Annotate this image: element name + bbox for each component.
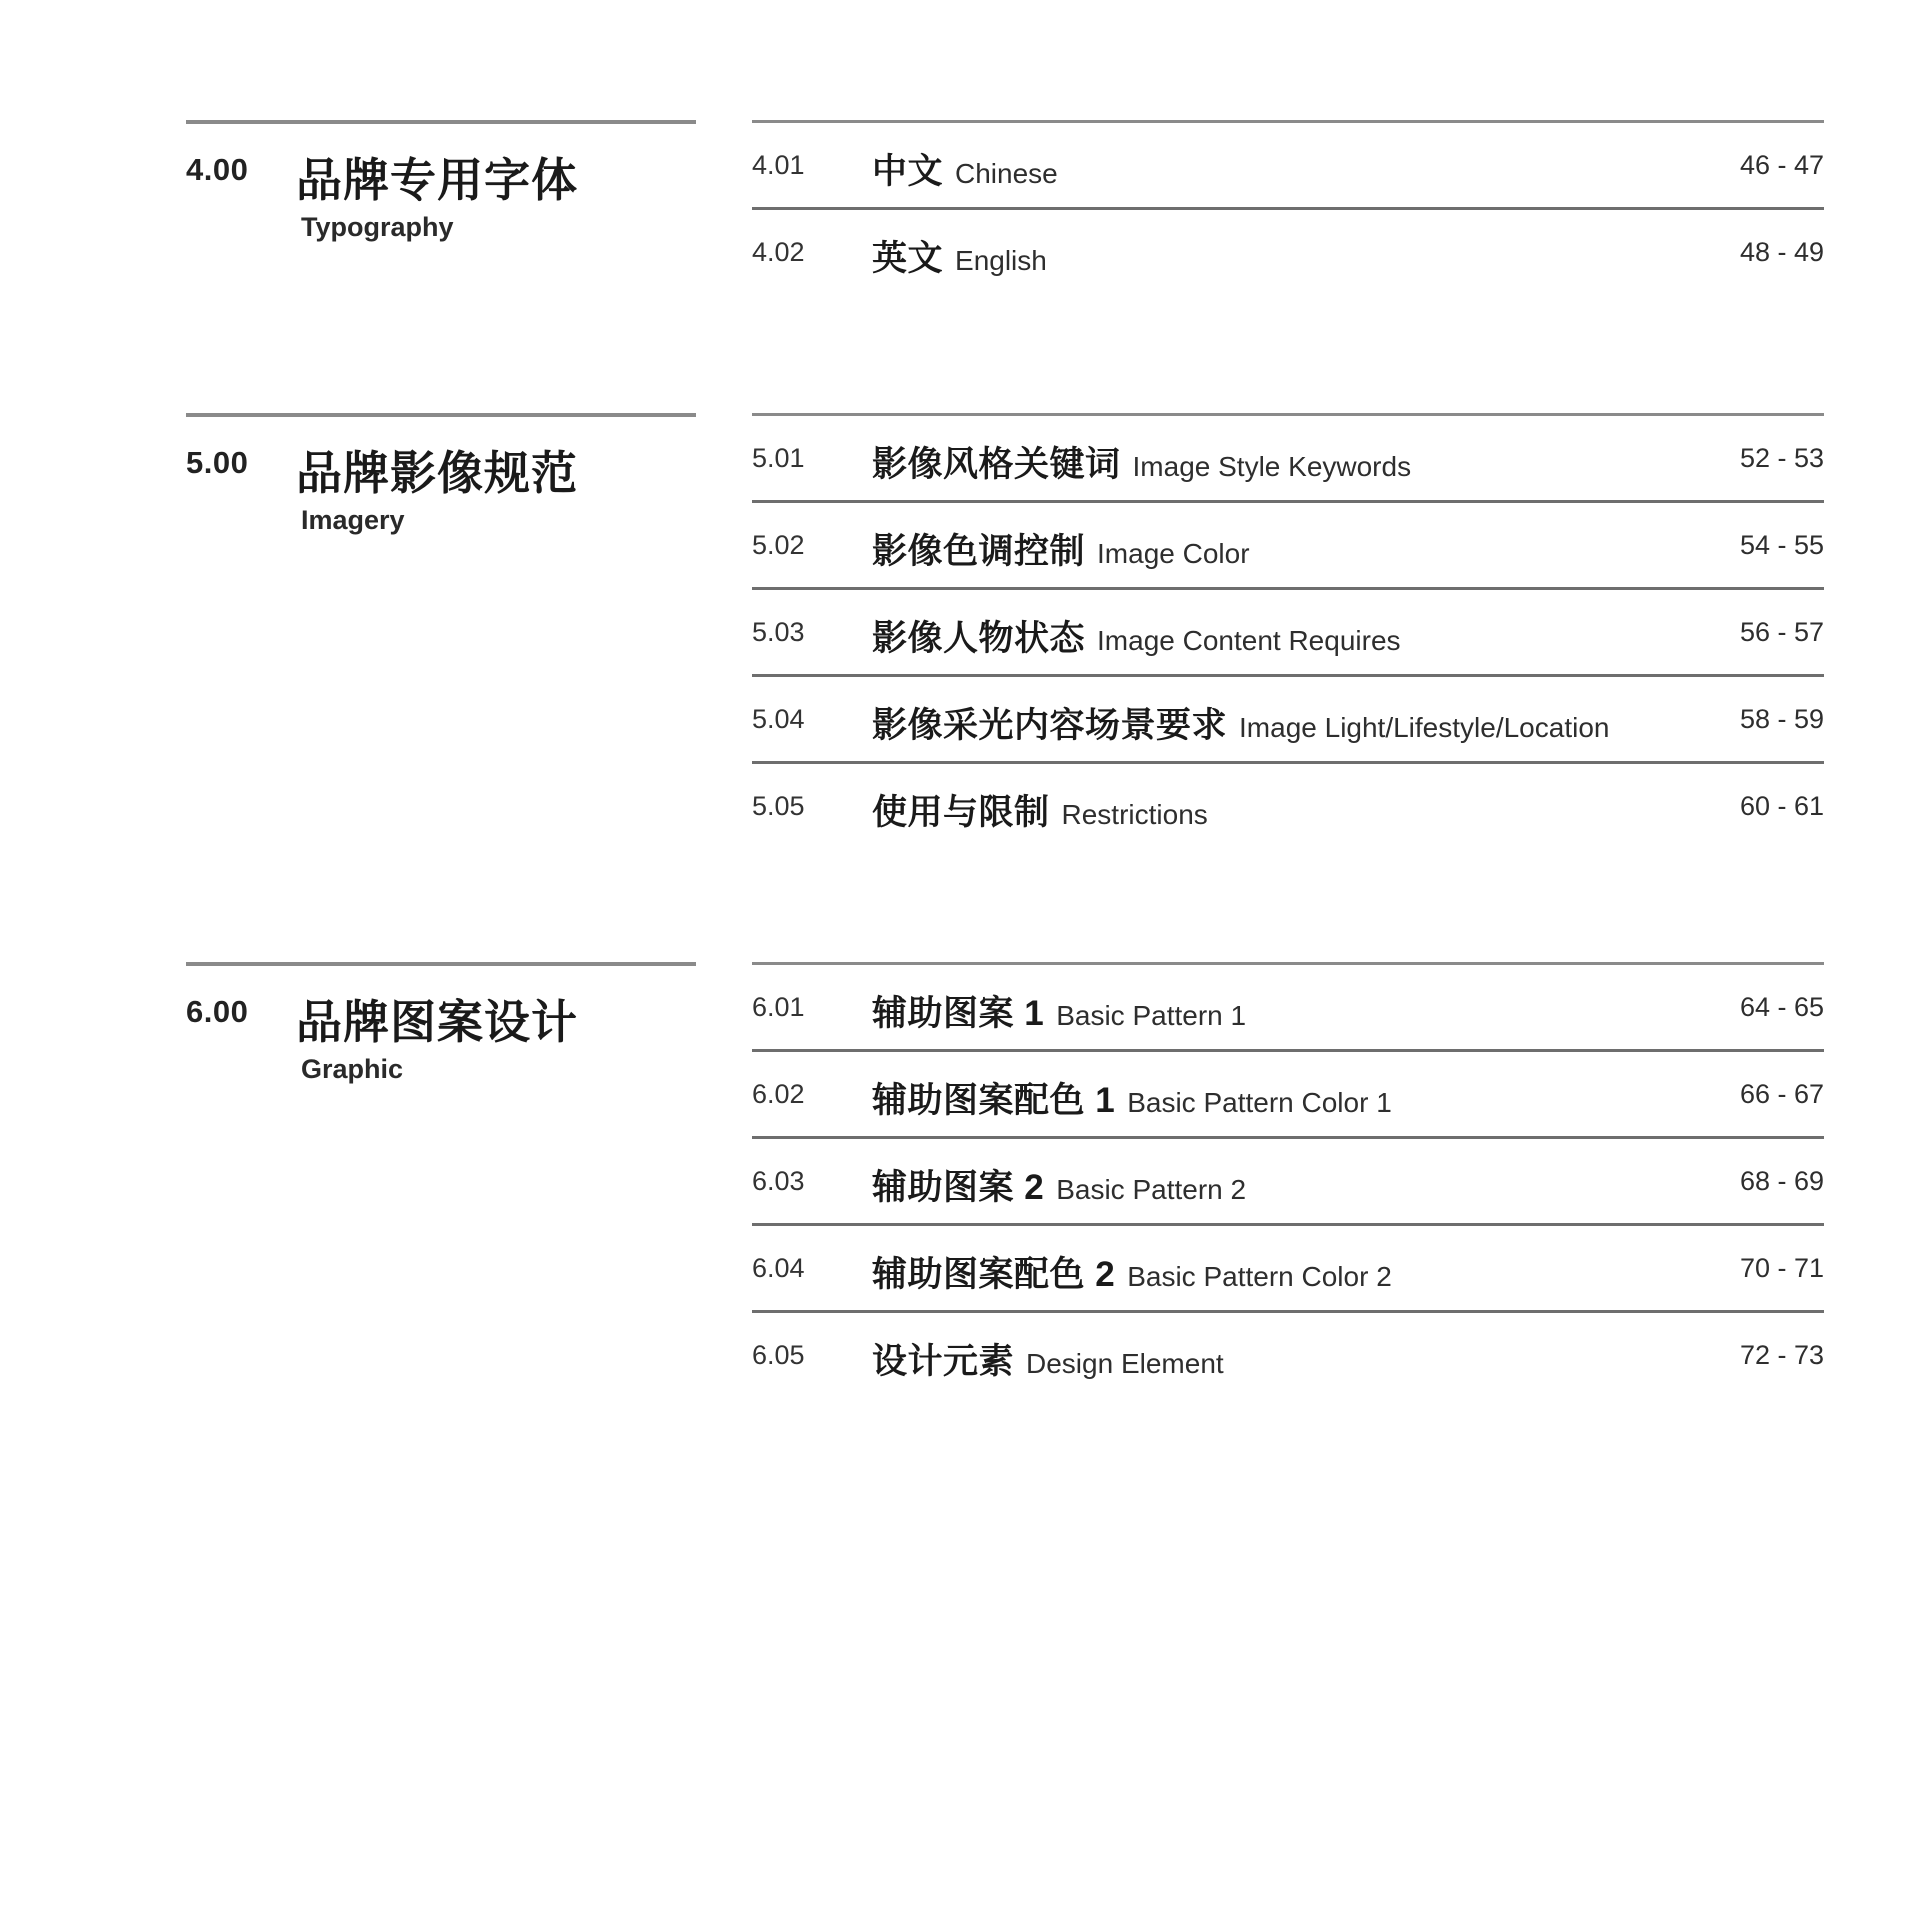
entry-title-en: Basic Pattern 1 [1056, 1000, 1247, 1031]
entry-title [872, 144, 1058, 194]
entry-number: 5.03 [752, 617, 805, 647]
entry-pages: 68 - 69 [1739, 1166, 1824, 1196]
entry-title-en: Restrictions [1061, 799, 1208, 830]
entry-title [872, 698, 1609, 748]
entry-title-cn: 英文 [872, 239, 944, 278]
toc-entry-6-05[interactable] [752, 1310, 1824, 1397]
entry-number: 6.05 [752, 1340, 805, 1370]
entry-pages: 56 - 57 [1739, 617, 1824, 647]
entry-number: 4.02 [752, 237, 805, 267]
entry-title-cn: 设计元素 [872, 1342, 1015, 1381]
section-header [186, 120, 696, 242]
toc-entry-5-04[interactable] [752, 674, 1824, 761]
entry-title-en: Image Content Requires [1097, 625, 1401, 656]
section-header [186, 413, 696, 535]
entry-number: 6.03 [752, 1166, 805, 1196]
entry-title [872, 1160, 1246, 1210]
toc-entry-5-02[interactable] [752, 500, 1824, 587]
section-title-en: Imagery [301, 505, 405, 535]
entry-title [872, 524, 1250, 574]
entry-title-cn: 影像色调控制 [872, 532, 1086, 571]
entry-title-en: Basic Pattern Color 1 [1127, 1087, 1392, 1118]
entry-title [872, 437, 1411, 487]
entry-number: 5.01 [752, 443, 805, 473]
entry-pages: 58 - 59 [1739, 704, 1824, 734]
entry-title-cn: 影像人物状态 [872, 619, 1086, 658]
entry-pages: 48 - 49 [1739, 237, 1824, 267]
section-number: 6.00 [186, 994, 249, 1029]
entry-title-en: English [955, 245, 1047, 276]
entry-number: 6.04 [752, 1253, 805, 1283]
entry-pages: 52 - 53 [1739, 443, 1824, 473]
section-title-cn: 品牌影像规范 [296, 447, 578, 499]
entry-title-cn: 使用与限制 [872, 793, 1050, 832]
entry-title-en: Image Color [1097, 538, 1250, 569]
toc-entry-6-02[interactable] [752, 1049, 1824, 1136]
entry-title [872, 231, 1047, 281]
section-title-cn: 品牌专用字体 [296, 154, 578, 206]
entry-pages: 70 - 71 [1739, 1253, 1824, 1283]
entry-title-cn: 影像风格关键词 [872, 445, 1121, 484]
entry-pages: 46 - 47 [1739, 150, 1824, 180]
entry-title-en: Design Element [1026, 1348, 1224, 1379]
toc-entry-5-01[interactable] [752, 413, 1824, 500]
entry-pages: 64 - 65 [1739, 992, 1824, 1022]
entry-number: 4.01 [752, 150, 805, 180]
section-entries [752, 120, 1824, 294]
entry-title-cn: 辅助图案 1 [872, 994, 1045, 1033]
entry-title [872, 611, 1401, 661]
toc-entry-6-01[interactable] [752, 962, 1824, 1049]
entry-title [872, 785, 1208, 835]
entry-number: 6.02 [752, 1079, 805, 1109]
entry-title [872, 1247, 1392, 1297]
section-title-en: Graphic [301, 1054, 404, 1084]
entry-title-en: Image Style Keywords [1132, 451, 1412, 482]
entry-title-cn: 影像采光内容场景要求 [872, 706, 1228, 745]
entry-title-en: Basic Pattern 2 [1056, 1174, 1247, 1205]
toc-entry-4-02[interactable] [752, 207, 1824, 294]
entry-title [872, 1334, 1224, 1384]
section-entries [752, 413, 1824, 848]
entry-title-en: Basic Pattern Color 2 [1127, 1261, 1392, 1292]
entry-number: 5.04 [752, 704, 805, 734]
section-number: 5.00 [186, 445, 249, 480]
entry-title-en: Chinese [955, 158, 1058, 189]
entry-title [872, 986, 1246, 1036]
entry-title-cn: 辅助图案配色 1 [872, 1081, 1116, 1120]
entry-pages: 54 - 55 [1739, 530, 1824, 560]
entry-pages: 66 - 67 [1739, 1079, 1824, 1109]
entry-number: 6.01 [752, 992, 805, 1022]
entry-number: 5.02 [752, 530, 805, 560]
entry-pages: 60 - 61 [1739, 791, 1824, 821]
section-entries [752, 962, 1824, 1397]
entry-title-cn: 中文 [872, 152, 944, 191]
entry-title-cn: 辅助图案配色 2 [872, 1255, 1116, 1294]
toc-entry-5-03[interactable] [752, 587, 1824, 674]
toc-entry-6-03[interactable] [752, 1136, 1824, 1223]
section-number: 4.00 [186, 152, 249, 187]
entry-title-cn: 辅助图案 2 [872, 1168, 1045, 1207]
entry-number: 5.05 [752, 791, 805, 821]
toc-entry-4-01[interactable] [752, 120, 1824, 207]
entry-title [872, 1073, 1392, 1123]
toc-entry-6-04[interactable] [752, 1223, 1824, 1310]
section-title-cn: 品牌图案设计 [296, 996, 578, 1048]
entry-title-en: Image Light/Lifestyle/Location [1239, 712, 1610, 743]
section-title-en: Typography [301, 212, 454, 242]
entry-pages: 72 - 73 [1739, 1340, 1824, 1370]
section-header [186, 962, 696, 1084]
toc-entry-5-05[interactable] [752, 761, 1824, 848]
